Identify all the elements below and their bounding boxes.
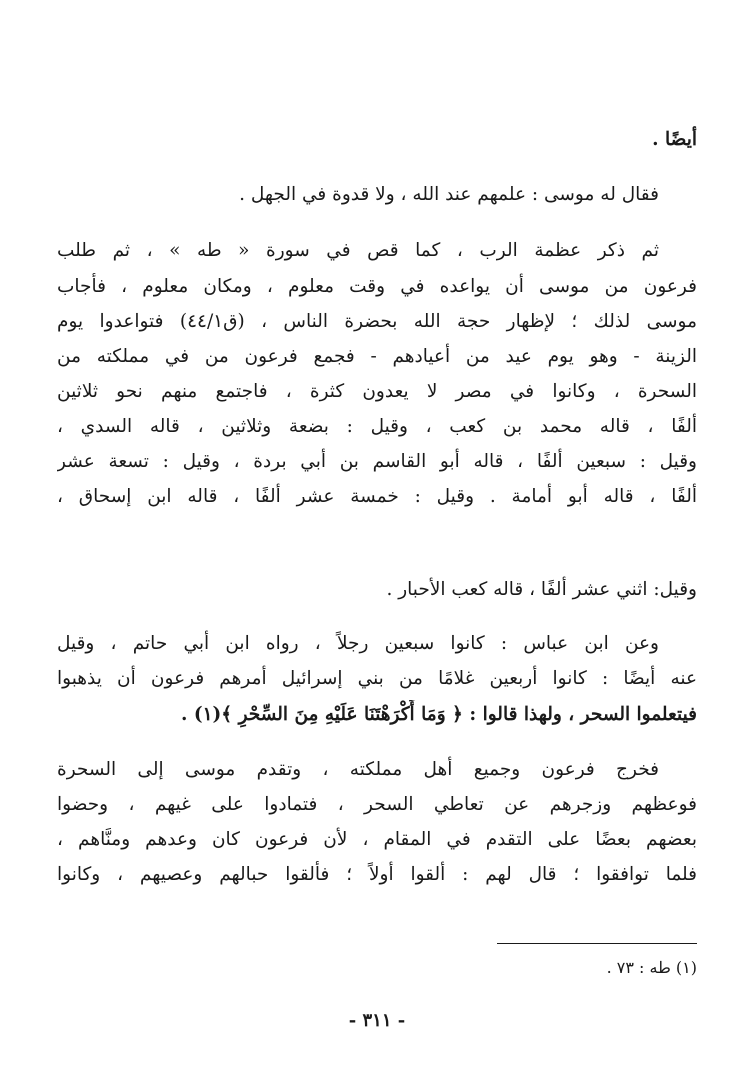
footnote-separator — [497, 943, 697, 944]
text-line: ثم ذكر عظمة الرب ، كما قص في سورة « طه » ، ثم طلب — [57, 240, 659, 261]
text-line: السحرة ، وكانوا في مصر لا يعدون كثرة ، فاجتمع منهم نحو ثلاثين — [57, 381, 697, 402]
text-line: فوعظهم وزجرهم عن تعاطي السحر ، فتمادوا على غيهم ، وحضوا — [57, 794, 697, 815]
footnote: (١) طه : ٧٣ . — [606, 958, 697, 977]
text-line: وقيل : سبعين ألفًا ، قاله أبو القاسم بن أبي بردة ، وقيل : تسعة عشر — [57, 451, 697, 472]
text-line: فقال له موسى : علمهم عند الله ، ولا قدوة في الجهل . — [239, 184, 659, 205]
text-line: فلما توافقوا ؛ قال لهم : ألقوا أولاً ؛ فألقوا حبالهم وعصيهم ، وكانوا — [57, 864, 697, 885]
text-line: الزينة - وهو يوم عيد من أعيادهم - فجمع فرعون من في مملكته من — [57, 346, 697, 367]
text-line: ألفًا ، قاله أبو أمامة . وقيل : خمسة عشر ألفًا ، قاله ابن إسحاق ، — [57, 486, 697, 507]
text-line: عنه أيضًا : كانوا أربعين غلامًا من بني إسرائيل أمرهم فرعون أن يذهبوا — [57, 668, 697, 689]
text-line: موسى لذلك ؛ لإظهار حجة الله بحضرة الناس ، (ق٤٤/١) فتواعدوا يوم — [57, 311, 697, 332]
text-line: وعن ابن عباس : كانوا سبعين رجلاً ، رواه ابن أبي حاتم ، وقيل — [57, 633, 659, 654]
text-line: وقيل: اثني عشر ألفًا ، قاله كعب الأحبار . — [386, 579, 697, 600]
page-number: - ٣١١ - — [348, 1010, 406, 1031]
text-line: أيضًا . — [652, 129, 697, 150]
quran-verse-line: فيتعلموا السحر ، ولهذا قالوا : ﴿ وَمَا أَكْرَهْتَنَا عَلَيْهِ مِنَ السِّحْرِ ﴾(١) . — [180, 704, 697, 725]
text-line: ألفًا ، قاله محمد بن كعب ، وقيل : بضعة وثلاثين ، قاله السدي ، — [57, 416, 697, 437]
text-line: فخرج فرعون وجميع أهل مملكته ، وتقدم موسى إلى السحرة — [57, 759, 659, 780]
text-line: بعضهم بعضًا على التقدم في المقام ، لأن فرعون كان وعدهم ومنَّاهم ، — [57, 829, 697, 850]
text-line: فرعون من موسى أن يواعده في وقت معلوم ، ومكان معلوم ، فأجاب — [57, 276, 697, 297]
